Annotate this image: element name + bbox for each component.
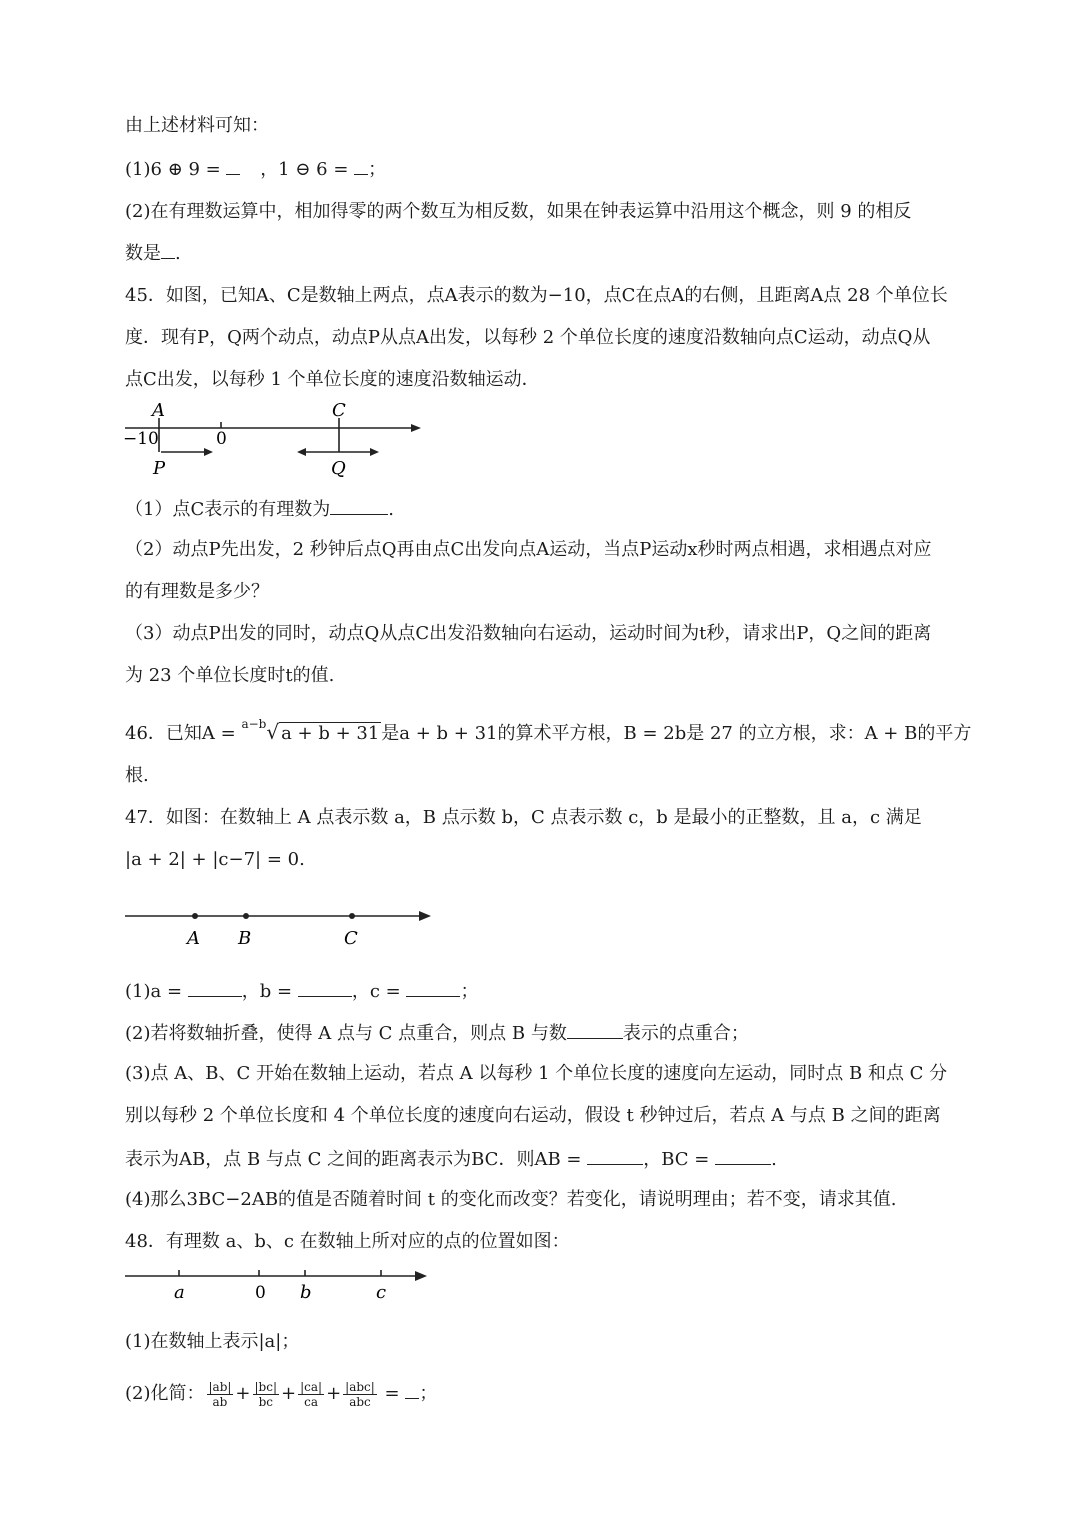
intro-q1 [125, 158, 386, 182]
p45-s1-period: . [388, 499, 394, 520]
plus-sign: + [235, 1383, 251, 1404]
root-index: a−b [241, 717, 267, 731]
p47-line2: |a + 2| + |c−7| = 0. [125, 849, 305, 870]
fraction-2-den: bc [258, 1394, 273, 1409]
label-zero: 0 [255, 1283, 266, 1303]
label-A: A [152, 400, 165, 421]
axis-arrow [419, 911, 431, 921]
p46-line1 [125, 716, 971, 746]
p48-s2-end: ； [419, 1383, 438, 1404]
answer-blank[interactable] [587, 1146, 643, 1165]
equals-sign: = [378, 1383, 406, 1404]
fraction-1-den: ab [212, 1394, 228, 1409]
p47-line1: 47．如图：在数轴上 A 点表示数 a，B 点示数 b，C 点表示数 c，b 是最小的正整数，且 a，c 满足 [125, 807, 922, 828]
label-neg10: −10 [123, 429, 159, 449]
axis-arrow [411, 424, 421, 432]
p47-s1-a: (1)a = [125, 981, 188, 1002]
p47-s2-a: (2)若将数轴折叠，使得 A 点与 C 点重合，则点 B 与数 [125, 1023, 567, 1044]
fraction-4-num: |abc| [345, 1379, 375, 1394]
p47-s3-line2: 别以每秒 2 个单位长度和 4 个单位长度的速度向右运动，假设 t 秒钟过后，若点 A 与点 B 之间的距离 [125, 1105, 941, 1126]
q2-text: 数是 [125, 243, 161, 264]
p47-s1-c: ，c = [351, 981, 407, 1002]
plus-sign: + [281, 1383, 297, 1404]
point-b [243, 913, 249, 919]
q1-text-b: ，1 ⊖ 6 = [260, 159, 355, 180]
p45-s1-text: （1）点C表示的有理数为 [125, 499, 331, 520]
plus-sign: + [326, 1383, 342, 1404]
answer-blank[interactable] [298, 978, 352, 997]
label-a: a [174, 1282, 185, 1303]
p46-line2: 根. [125, 765, 149, 786]
p47-s2-b: 表示的点重合； [622, 1023, 749, 1044]
p47-number-line-figure [115, 896, 445, 954]
p46-text-b: 是a + b + 31的算术平方根，B = 2b是 27 的立方根，求：A + B的平方 [381, 723, 972, 744]
point-c [349, 913, 355, 919]
p47-s3-a: 表示为AB，点 B 与点 C 之间的距离表示为BC．则AB = [125, 1149, 588, 1170]
arrow-p-head [204, 448, 213, 456]
answer-blank[interactable] [406, 978, 460, 997]
p48-s2-text: (2)化简： [125, 1383, 205, 1404]
p47-s2 [125, 1020, 749, 1046]
answer-blank[interactable] [226, 158, 240, 175]
p47-s1-b: ，b = [241, 981, 298, 1002]
p47-s1-d: ； [460, 981, 479, 1002]
p48-s1: (1)在数轴上表示|a|； [125, 1331, 300, 1352]
fraction-2-num: |bc| [254, 1379, 278, 1394]
label-C: C [332, 400, 346, 421]
fraction-3-num: |ca| [300, 1379, 323, 1394]
p47-s4: (4)那么3BC−2AB的值是否随着时间 t 的变化而改变？若变化，请说明理由；若不变，请求其值. [125, 1189, 897, 1210]
p46-text-a: 46．已知A = [125, 723, 242, 744]
radicand: a + b + 31 [281, 723, 380, 744]
p45-s2-line1: （2）动点P先出发，2 秒钟后点Q再由点C出发向点A运动，当点P运动x秒时两点相遇，求相遇点对应 [125, 539, 932, 560]
p48-line1: 48．有理数 a、b、c 在数轴上所对应的点的位置如图： [125, 1231, 570, 1252]
p45-number-line-figure [115, 396, 435, 486]
answer-blank[interactable] [354, 158, 368, 175]
point-a [192, 913, 198, 919]
answer-blank[interactable] [567, 1020, 623, 1039]
fraction-2 [253, 1380, 280, 1409]
fraction-1 [207, 1380, 234, 1409]
p45-s3-line2: 为 23 个单位长度时t的值. [125, 665, 335, 686]
p45-line1: 45．如图，已知A、C是数轴上两点，点A表示的数为−10，点C在点A的右侧，且距离A点 28 个单位长 [125, 285, 948, 306]
p47-s1 [125, 978, 478, 1004]
arrow-q-left-head [297, 448, 306, 456]
fraction-4 [343, 1380, 377, 1409]
q2-period: . [175, 243, 181, 264]
p45-s1 [125, 496, 394, 522]
label-B: B [238, 928, 252, 949]
p48-s2 [125, 1378, 437, 1410]
p45-s3-line1: （3）动点P出发的同时，动点Q从点C出发沿数轴向右运动，运动时间为t秒，请求出P，Q之间的距离 [125, 623, 932, 644]
label-P: P [153, 458, 166, 479]
intro-q2-line2 [125, 242, 181, 266]
answer-blank[interactable] [161, 242, 175, 259]
label-Q: Q [331, 458, 346, 479]
label-C: C [344, 928, 358, 949]
label-zero: 0 [216, 429, 227, 449]
label-b: b [300, 1282, 312, 1303]
p45-line3: 点C出发，以每秒 1 个单位长度的速度沿数轴运动． [125, 369, 540, 390]
p47-s3-b: ，BC = [643, 1149, 716, 1170]
fraction-3-den: ca [304, 1394, 319, 1409]
fraction-1-num: |ab| [208, 1379, 232, 1394]
p47-s3-line1: (3)点 A、B、C 开始在数轴上运动，若点 A 以每秒 1 个单位长度的速度向左运动，同时点 B 和点 C 分 [125, 1063, 948, 1084]
fraction-3 [298, 1380, 324, 1409]
p47-s3-line3 [125, 1146, 777, 1172]
q1-text-c: ； [368, 159, 387, 180]
p47-s3-c: . [771, 1149, 777, 1170]
radical-sign: √ [266, 720, 280, 744]
p45-s2-line2: 的有理数是多少？ [125, 581, 269, 602]
answer-blank[interactable] [188, 978, 242, 997]
answer-blank[interactable] [715, 1146, 771, 1165]
p45-line2: 度．现有P，Q两个动点，动点P从点A出发，以每秒 2 个单位长度的速度沿数轴向点C运动，动点Q从 [125, 327, 931, 348]
p48-number-line-figure [115, 1262, 445, 1308]
arrow-q-right-head [370, 448, 379, 456]
intro-q2-line1: (2)在有理数运算中，相加得零的两个数互为相反数，如果在钟表运算中沿用这个概念，则 9 的相反 [125, 201, 912, 222]
q1-text-a: (1)6 ⊕ 9 = [125, 159, 227, 180]
axis-arrow [415, 1271, 427, 1281]
label-A: A [187, 928, 200, 949]
answer-blank[interactable] [330, 496, 388, 515]
fraction-4-den: abc [349, 1394, 371, 1409]
intro-line: 由上述材料可知： [125, 115, 269, 136]
answer-blank[interactable] [405, 1382, 419, 1399]
label-c: c [376, 1282, 387, 1303]
